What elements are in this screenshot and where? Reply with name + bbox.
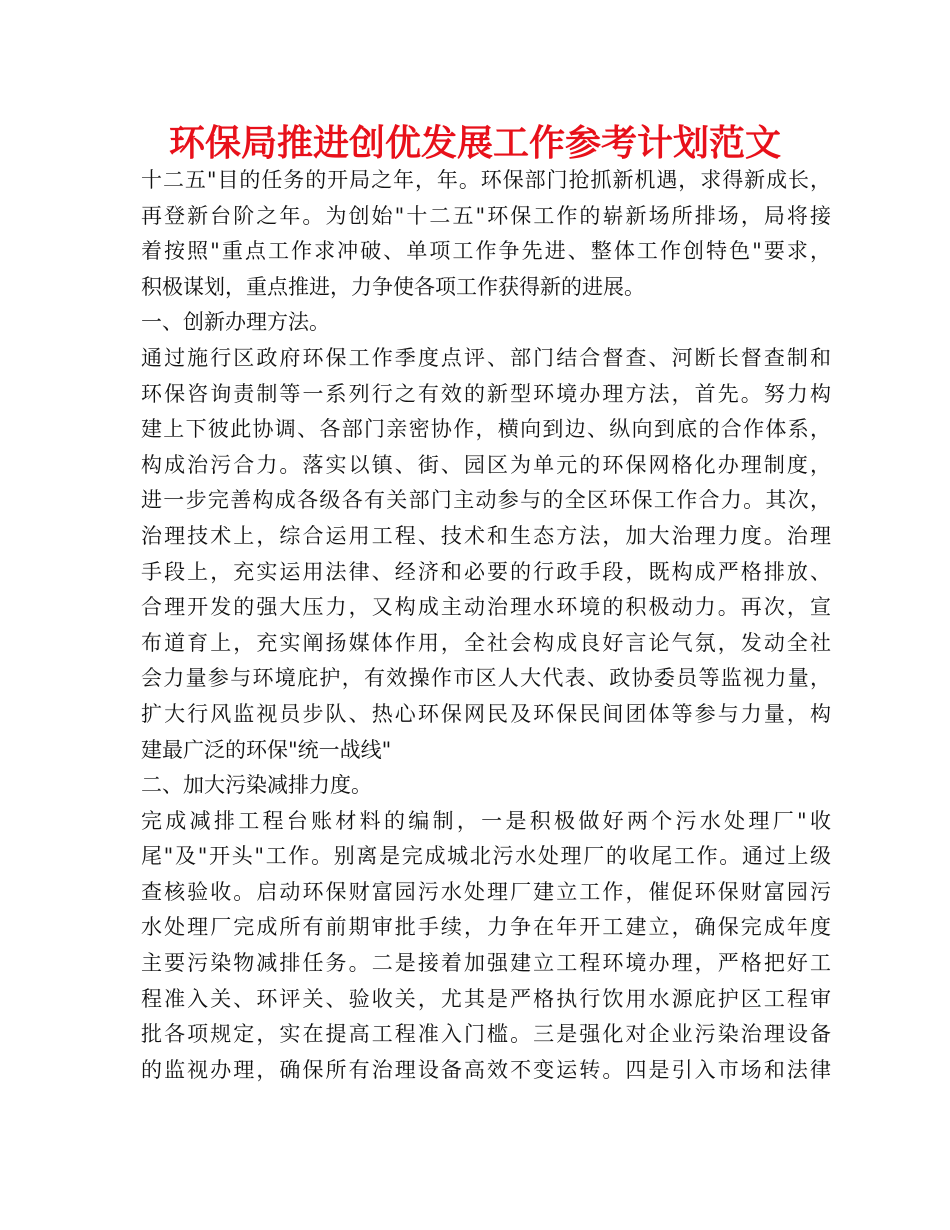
text-line: 建上下彼此协调、各部门亲密协作，横向到边、纵向到底的合作体系， (141, 417, 831, 442)
text-line: 合理开发的强大压力，又构成主动治理水环境的积极动力。再次，宣 (141, 595, 831, 620)
text-line: 进一步完善构成各级各有关部门主动参与的全区环保工作合力。其次， (141, 488, 831, 513)
text-line: 查核验收。启动环保财富园污水处理厂建立工作，催促环保财富园污 (141, 879, 831, 904)
text-line: 扩大行风监视员步队、热心环保网民及环保民间团体等参与力量，构 (141, 701, 831, 726)
text-line: 环保咨询责制等一系列行之有效的新型环境办理方法，首先。努力构 (141, 381, 831, 406)
text-line: 构成治污合力。落实以镇、街、园区为单元的环保网格化办理制度， (141, 452, 831, 477)
text-line: 的监视办理，确保所有治理设备高效不变运转。四是引入市场和法律 (141, 1057, 831, 1082)
text-line: 主要污染物减排任务。二是接着加强建立工程环境办理，严格把好工 (141, 951, 831, 976)
text-line: 完成减排工程台账材料的编制，一是积极做好两个污水处理厂"收 (141, 808, 831, 833)
text-line: 手段上，充实运用法律、经济和必要的行政手段，既构成严格排放、 (141, 559, 831, 584)
text-line: 着按照"重点工作求冲破、单项工作争先进、整体工作创特色"要求， (141, 239, 831, 264)
text-line: 水处理厂完成所有前期审批手续，力争在年开工建立，确保完成年度 (141, 915, 831, 940)
document-body (141, 163, 831, 1088)
text-line: 一、创新办理方法。 (141, 310, 330, 335)
text-line: 再登新台阶之年。为创始"十二五"环保工作的崭新场所排场，局将接 (141, 203, 831, 228)
text-line: 通过施行区政府环保工作季度点评、部门结合督查、河断长督查制和 (141, 345, 831, 370)
text-line: 批各项规定，实在提高工程准入门槛。三是强化对企业污染治理设备 (141, 1022, 831, 1047)
document-title: 环保局推进创优发展工作参考计划范文 (168, 123, 781, 164)
text-line: 布道育上，充实阐扬媒体作用，全社会构成良好言论气氛，发动全社 (141, 630, 831, 655)
text-line: 会力量参与环境庇护，有效操作市区人大代表、政协委员等监视力量， (141, 666, 831, 691)
text-line: 治理技术上，综合运用工程、技术和生态方法，加大治理力度。治理 (141, 523, 831, 548)
text-line: 积极谋划，重点推进，力争使各项工作获得新的进展。 (141, 274, 645, 299)
text-line: 尾"及"开头"工作。别离是完成城北污水处理厂的收尾工作。通过上级 (141, 844, 831, 869)
text-line: 十二五"目的任务的开局之年，年。环保部门抢抓新机遇，求得新成长， (141, 168, 831, 192)
text-line: 建最广泛的环保"统一战线" (141, 737, 392, 762)
text-line: 程准入关、环评关、验收关，尤其是严格执行饮用水源庇护区工程审 (141, 986, 831, 1011)
text-line: 二、加大污染减排力度。 (141, 773, 372, 798)
